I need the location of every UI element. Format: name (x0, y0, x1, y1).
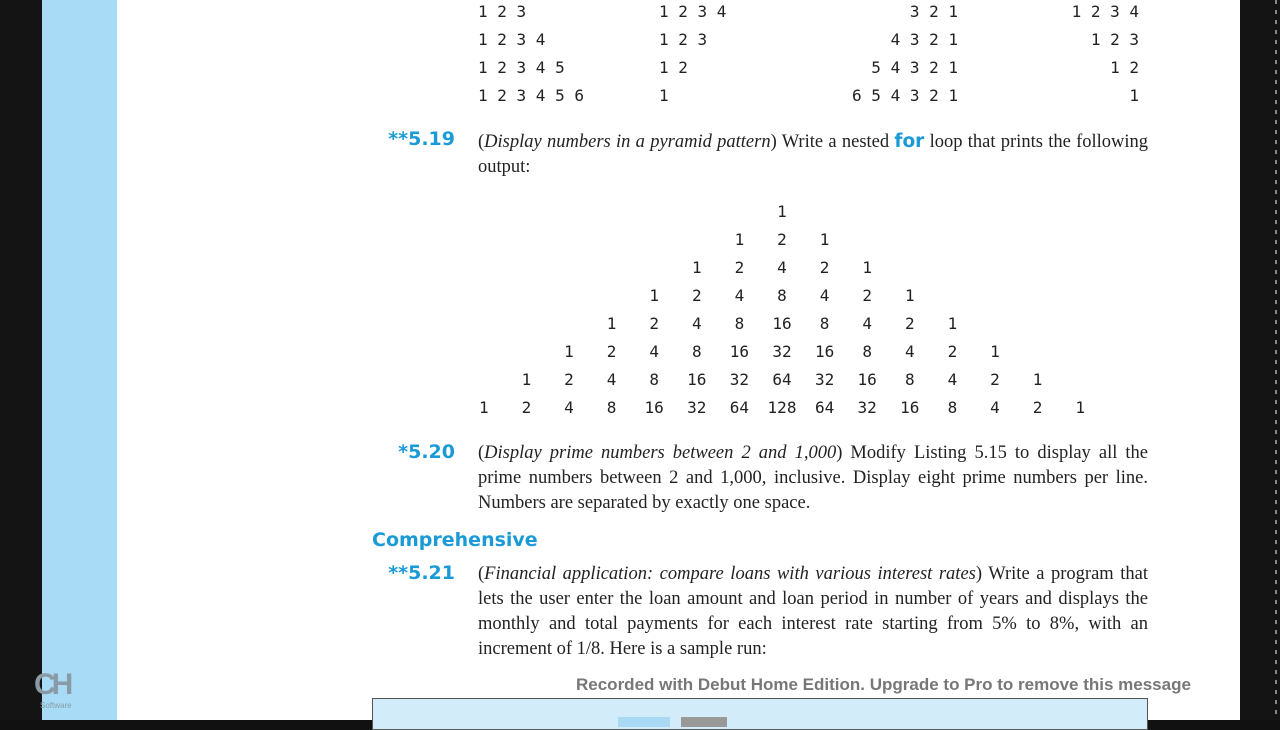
pyramid-cell: 16 (900, 398, 920, 417)
exercise-5-19-text: (Display numbers in a pyramid pattern) Write a nested for loop that prints the following output: (478, 131, 1149, 177)
logo-subtitle: Software (40, 701, 72, 710)
pyramid-cell: 4 (990, 398, 1000, 417)
right-border (1240, 0, 1280, 720)
pattern-line: 4 3 2 1 (890, 30, 958, 49)
pyramid-cell: 2 (904, 314, 915, 333)
pyramid-cell: 4 (947, 370, 958, 389)
pyramid-cell: 8 (606, 398, 617, 417)
pyramid-cell: 2 (606, 342, 617, 361)
pattern-line: 1 2 3 (659, 30, 708, 49)
pyramid-cell: 8 (947, 398, 958, 417)
pyramid-cell: 1 (819, 230, 830, 249)
pyramid-cell: 1 (521, 370, 532, 389)
pyramid-cell: 2 (947, 342, 958, 361)
pyramid-cell: 4 (606, 370, 617, 389)
pyramid-cell: 32 (814, 370, 835, 389)
pyramid-cell: 1 (904, 286, 915, 305)
page-margin-strip (42, 0, 117, 720)
sample-run-tab (681, 717, 727, 727)
pyramid-cell: 2 (521, 398, 532, 417)
text: Write a nested (776, 132, 895, 152)
exercise-5-20-text: (Display prime numbers between 2 and 1,000) Modify Listing 5.15 to display all the prime numbers between 2 and 1,000, inclusive. Display eight prime numbers per line. Numbers are separated by exactly one space. (478, 443, 1149, 513)
sample-run-box (372, 698, 1148, 730)
pattern-line: 1 2 3 4 (1071, 2, 1139, 21)
pyramid-cell: 4 (691, 314, 702, 333)
pyramid-cell: 2 (819, 258, 830, 277)
pyramid-cell: 32 (772, 342, 792, 361)
pyramid-cell: 2 (1032, 398, 1043, 417)
watermark-text: Recorded with Debut Home Edition. Upgrade to Pro to remove this message (576, 675, 1191, 694)
pyramid-cell: 32 (729, 370, 750, 389)
pyramid-cell: 16 (772, 314, 792, 333)
pyramid-cell: 1 (1075, 398, 1085, 417)
pyramid-cell: 16 (814, 342, 835, 361)
pyramid-cell: 1 (734, 230, 745, 249)
pyramid-cell: 8 (649, 370, 659, 389)
pattern-line: 1 2 3 (1090, 30, 1139, 49)
pyramid-cell: 2 (990, 370, 1000, 389)
pattern-line: 1 2 3 (478, 2, 527, 21)
pyramid-cell: 1 (777, 202, 787, 221)
pyramid-cell: 1 (606, 314, 617, 333)
pattern-line: 6 5 4 3 2 1 (852, 86, 958, 105)
pyramid-cell: 2 (734, 258, 745, 277)
keyword-for: for (894, 131, 925, 152)
exercise-label-5-20: *5.20 (398, 441, 455, 463)
pattern-line: 5 4 3 2 1 (871, 58, 958, 77)
exercise-label-5-21: **5.21 (388, 562, 455, 584)
pyramid-cell: 8 (777, 286, 787, 305)
pyramid-cell: 4 (777, 258, 787, 277)
pattern-line: 1 2 3 4 (659, 2, 727, 21)
exercise-title: Display prime numbers between 2 and 1,000 (484, 443, 837, 463)
exercise-5-21-text: (Financial application: compare loans with various interest rates) Write a program that lets the user enter the loan amount and loan period in number of years and displays the monthly and total payments for each interest rate starting from 5% to 8%, with an increment of 1/8. Here is a sample run: (478, 564, 1149, 659)
pyramid-cell: 1 (649, 286, 659, 305)
pyramid-cell: 16 (644, 398, 664, 417)
pyramid-cell: 8 (904, 370, 915, 389)
pyramid-cell: 4 (904, 342, 915, 361)
pyramid-cell: 64 (814, 398, 835, 417)
pyramid-cell: 8 (691, 342, 702, 361)
pyramid-cell: 2 (564, 370, 574, 389)
text: loop that prints the following output: (478, 132, 1149, 177)
exercise-title: Display numbers in a pyramid pattern (484, 132, 771, 152)
logo: CH (34, 668, 70, 701)
pyramid-cell: 1 (990, 342, 1000, 361)
pattern-line: 3 2 1 (909, 2, 958, 21)
pattern-line: 1 2 (659, 58, 688, 77)
pyramid-cell: 2 (691, 286, 702, 305)
pyramid-cell: 32 (857, 398, 877, 417)
pyramid-cell: 16 (857, 370, 877, 389)
pattern-line: 1 2 3 4 5 6 (478, 86, 584, 105)
pyramid-cell: 16 (687, 370, 707, 389)
pyramid-cell: 4 (649, 342, 659, 361)
pyramid-cell: 4 (862, 314, 872, 333)
exercise-title: Financial application: compare loans with various interest rates (484, 564, 976, 584)
left-border (0, 0, 42, 720)
pattern-line: 1 2 3 4 (478, 30, 546, 49)
section-heading: Comprehensive (372, 529, 538, 551)
pyramid-cell: 2 (649, 314, 659, 333)
pyramid-cell: 8 (862, 342, 872, 361)
pyramid-cell: 128 (767, 398, 797, 417)
pattern-line: 1 2 (1110, 58, 1139, 77)
pattern-line: 1 2 3 4 5 (478, 58, 565, 77)
sample-run-tab (618, 717, 670, 727)
pyramid-cell: 1 (947, 314, 958, 333)
pyramid-cell: 2 (777, 230, 787, 249)
scrollbar[interactable] (1275, 0, 1277, 720)
pyramid-cell: 1 (564, 342, 574, 361)
pyramid-cell: 4 (734, 286, 745, 305)
pyramid-cell: 8 (819, 314, 830, 333)
pyramid-cell: 1 (862, 258, 872, 277)
exercise-label-5-19: **5.19 (388, 128, 455, 150)
pyramid-cell: 32 (687, 398, 707, 417)
pyramid-cell: 64 (772, 370, 792, 389)
pyramid-cell: 16 (729, 342, 750, 361)
pattern-line: 1 (659, 86, 669, 105)
text: Write a program that lets the user enter the loan amount and loan period in number of years and displays the monthly and total payments for each interest rate starting from 5% to 8%, with an increment of 1/8. Here is a sample run: (478, 564, 1149, 659)
pyramid-cell: 2 (862, 286, 872, 305)
text: Modify Listing 5.15 to display all the prime numbers between 2 and 1,000, inclusive. Display eight prime numbers per line. Numbers are separated by exactly one space. (478, 443, 1149, 513)
pyramid-cell: 4 (819, 286, 830, 305)
pyramid-cell: 1 (478, 398, 489, 417)
pyramid-cell: 4 (564, 398, 574, 417)
pyramid-cell: 1 (691, 258, 702, 277)
pyramid-cell: 1 (1032, 370, 1043, 389)
pyramid-cell: 64 (729, 398, 750, 417)
pattern-line: 1 (1129, 86, 1139, 105)
pyramid-cell: 8 (734, 314, 745, 333)
